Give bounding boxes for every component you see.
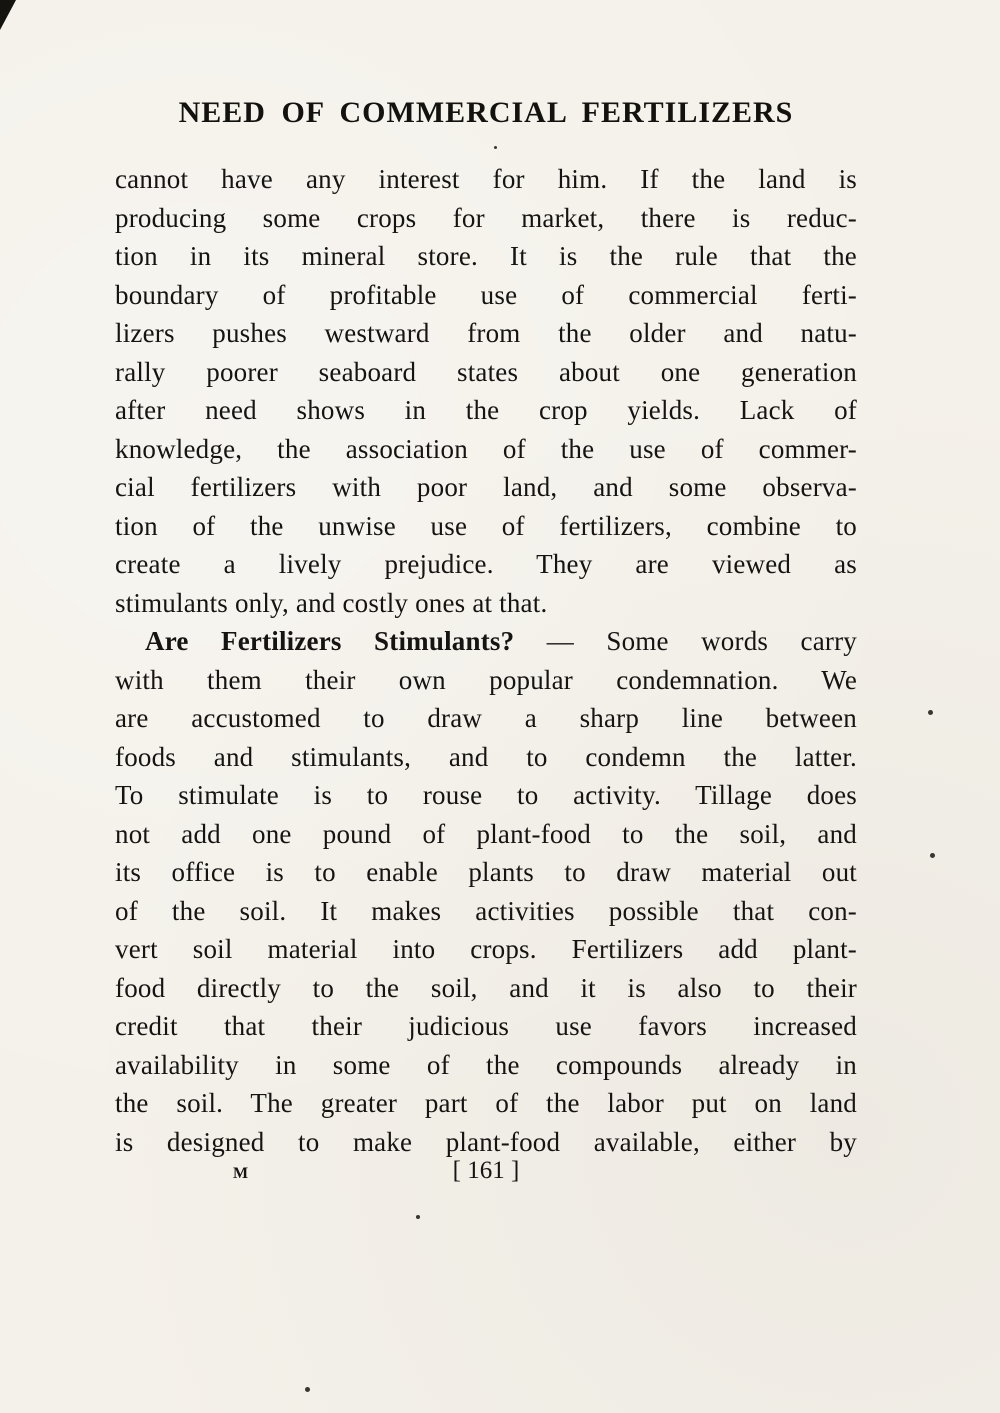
page-title: NEED OF COMMERCIAL FERTILIZERS — [178, 96, 794, 129]
text-line: its office is to enable plants to draw material out — [115, 857, 857, 887]
text-line: stimulants only, and costly ones at that. — [115, 587, 548, 618]
scan-speck — [494, 146, 497, 149]
text-line: with them their own popular condemnation. We — [115, 664, 857, 695]
paragraph — [115, 160, 857, 622]
text-line: producing some crops for market, there is reduc- — [115, 202, 857, 233]
page-number: [ 161 ] — [452, 1157, 520, 1184]
text-line: the soil. The greater part of the labor put on land — [115, 1088, 857, 1118]
text-line: after need shows in the crop yields. Lack of — [115, 395, 857, 425]
text-line: To stimulate is to rouse to activity. Tillage does — [115, 780, 857, 810]
text-line: cannot have any interest for him. If the land is — [115, 164, 857, 194]
text-line: credit that their judicious use favors increased — [115, 1011, 857, 1041]
paragraph — [115, 622, 857, 1161]
body-text — [115, 160, 857, 1161]
scan-speck — [928, 710, 933, 715]
text-line: cial fertilizers with poor land, and some observa- — [115, 472, 857, 502]
text-line: vert soil material into crops. Fertilizers add plant- — [115, 934, 857, 964]
text-line: foods and stimulants, and to condemn the latter. — [115, 741, 857, 772]
scan-speck — [416, 1215, 420, 1219]
page-footer — [115, 1157, 857, 1191]
paragraph-lead-bold: Are Fertilizers Stimulants? — [145, 626, 547, 656]
text-line: boundary of profitable use of commercial ferti- — [115, 279, 857, 310]
text-line: knowledge, the association of the use of commer- — [115, 433, 857, 464]
scan-speck — [305, 1387, 310, 1392]
text-line: are accustomed to draw a sharp line between — [115, 703, 857, 733]
text-line: availability in some of the compounds already in — [115, 1049, 857, 1080]
text-line: rally poorer seaboard states about one generation — [115, 356, 857, 387]
scan-corner-mark — [0, 0, 16, 30]
text-line: tion in its mineral store. It is the rule that the — [115, 241, 857, 271]
text-line: Are Fertilizers Stimulants? — Some words carry — [145, 626, 857, 656]
text-line: lizers pushes westward from the older and natu- — [115, 318, 857, 348]
scan-speck — [930, 853, 935, 858]
text-line: create a lively prejudice. They are viewed as — [115, 549, 857, 579]
text-line: of the soil. It makes activities possible that con- — [115, 895, 857, 926]
text-line: food directly to the soil, and it is also to their — [115, 972, 857, 1003]
text-line: tion of the unwise use of fertilizers, combine to — [115, 510, 857, 541]
text-line: not add one pound of plant-food to the soil, and — [115, 818, 857, 849]
signature-mark: M — [233, 1165, 250, 1182]
text-line: is designed to make plant-food available, either by — [115, 1126, 857, 1157]
